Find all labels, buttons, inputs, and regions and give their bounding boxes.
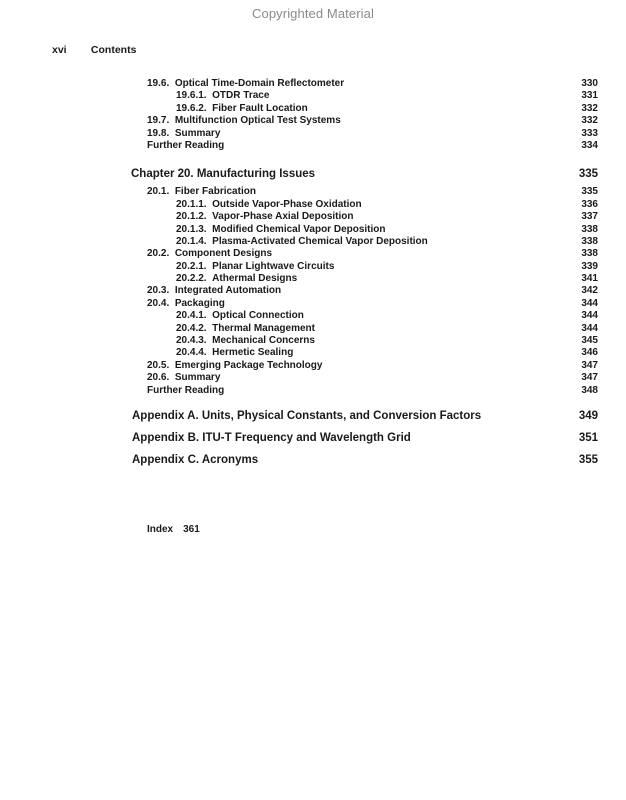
page-folio: xvi bbox=[52, 44, 67, 56]
toc-entry[interactable] bbox=[0, 323, 626, 335]
toc-entry-number: 20.6. bbox=[147, 372, 170, 384]
appendix-list bbox=[0, 407, 626, 469]
toc-entry[interactable] bbox=[0, 285, 626, 297]
toc-entry[interactable] bbox=[0, 385, 626, 397]
toc-entry[interactable] bbox=[0, 140, 626, 152]
toc-entry-number: 20.5. bbox=[147, 359, 170, 371]
toc-entry-page: 330 bbox=[581, 78, 598, 89]
toc-entry-page: 347 bbox=[581, 372, 598, 384]
toc-entry[interactable] bbox=[0, 360, 626, 372]
toc-entry-text: Multifunction Optical Test Systems bbox=[174, 115, 341, 127]
toc-entry-number: 20.3. bbox=[147, 285, 170, 297]
toc-entry-page: 347 bbox=[581, 359, 598, 371]
toc-entry-title bbox=[147, 140, 224, 152]
toc-entry-number: 20.2.1. bbox=[176, 260, 207, 272]
toc-entry-number: 20.1.3. bbox=[176, 223, 207, 235]
toc-entry-page: 337 bbox=[581, 211, 598, 223]
toc-entry-page: 332 bbox=[581, 102, 598, 114]
toc-entry[interactable] bbox=[0, 115, 626, 127]
toc-entry[interactable] bbox=[0, 90, 626, 102]
appendix-page: 349 bbox=[578, 409, 598, 422]
toc-entry-page: 345 bbox=[581, 335, 598, 347]
toc-entry-text: Modified Chemical Vapor Deposition bbox=[212, 223, 386, 235]
toc-entry-page: 338 bbox=[581, 235, 598, 247]
toc-entry-page: 331 bbox=[581, 90, 598, 102]
toc-entry-page: 335 bbox=[581, 186, 598, 198]
toc-entry-number: 20.1.1. bbox=[176, 198, 207, 210]
toc-entry-title bbox=[147, 128, 220, 140]
toc-entry-title bbox=[176, 323, 315, 335]
toc-entry-number: 20.1. bbox=[147, 186, 170, 198]
toc-entry-page: 341 bbox=[581, 273, 598, 285]
toc-entry-text: Plasma-Activated Chemical Vapor Deposition bbox=[212, 235, 428, 247]
appendix-title: Appendix C. Acronyms bbox=[132, 453, 259, 466]
toc-entry[interactable] bbox=[0, 186, 626, 198]
appendix-title: Appendix A. Units, Physical Constants, and Conversion Factors bbox=[132, 409, 482, 422]
toc-entry[interactable] bbox=[0, 273, 626, 285]
toc-entry[interactable] bbox=[0, 236, 626, 248]
toc-entry-title bbox=[147, 360, 322, 372]
toc-entry-text: Outside Vapor-Phase Oxidation bbox=[212, 198, 362, 210]
toc-entry-page: 334 bbox=[581, 139, 598, 151]
toc-entry-text: Optical Time-Domain Reflectometer bbox=[174, 78, 345, 89]
toc-entry-title bbox=[147, 115, 341, 127]
toc-entry-page: 344 bbox=[581, 310, 598, 322]
toc-entry-number: 20.1.4. bbox=[176, 235, 207, 247]
appendix-title: Appendix B. ITU-T Frequency and Wavelength Grid bbox=[132, 431, 411, 444]
toc-entry-title bbox=[147, 298, 225, 310]
toc-entry[interactable] bbox=[0, 347, 626, 359]
toc-entry[interactable] bbox=[0, 248, 626, 260]
toc-entry[interactable] bbox=[0, 335, 626, 347]
toc-entry-title bbox=[147, 78, 344, 90]
toc-entry[interactable] bbox=[0, 261, 626, 273]
toc-entry-number: 19.7. bbox=[147, 115, 170, 127]
toc-entry-number: 20.4.3. bbox=[176, 335, 207, 347]
toc-entry-title bbox=[147, 186, 256, 198]
toc-entry-text: OTDR Trace bbox=[212, 90, 270, 102]
toc-entry-text: Mechanical Concerns bbox=[212, 335, 315, 347]
toc-entry-text: Summary bbox=[174, 372, 221, 384]
toc-entry-title bbox=[176, 103, 308, 115]
toc-entry-text: Optical Connection bbox=[212, 310, 304, 322]
toc-entry-page: 344 bbox=[581, 322, 598, 334]
table-of-contents bbox=[0, 78, 626, 469]
toc-entry[interactable] bbox=[0, 298, 626, 310]
toc-entry-page: 338 bbox=[581, 248, 598, 260]
toc-entry-text: Packaging bbox=[174, 297, 225, 309]
index-label: Index bbox=[147, 524, 174, 535]
toc-entry-number: 20.4.1. bbox=[176, 310, 207, 322]
toc-entry-title bbox=[176, 224, 386, 236]
toc-entry-page: 332 bbox=[581, 115, 598, 127]
toc-entry-number: 19.6.1. bbox=[176, 90, 207, 102]
toc-entry-title bbox=[176, 310, 304, 322]
toc-entry-text: Planar Lightwave Circuits bbox=[212, 260, 335, 272]
toc-entry[interactable] bbox=[0, 199, 626, 211]
toc-entry-title bbox=[176, 199, 362, 211]
toc-entry-text: Emerging Package Technology bbox=[174, 359, 323, 371]
toc-entry-page: 344 bbox=[581, 297, 598, 309]
page-header bbox=[52, 44, 136, 56]
chapter-title: Chapter 20. Manufacturing Issues bbox=[131, 168, 316, 181]
toc-entry-text: Fiber Fault Location bbox=[212, 102, 308, 114]
toc-entry-title bbox=[176, 273, 297, 285]
toc-entry-title bbox=[147, 285, 281, 297]
toc-entry-text: Vapor-Phase Axial Deposition bbox=[212, 211, 354, 223]
toc-entry[interactable] bbox=[0, 224, 626, 236]
toc-entry-text: Athermal Designs bbox=[212, 273, 298, 285]
toc-entry-title bbox=[147, 248, 272, 260]
toc-entry[interactable] bbox=[0, 78, 626, 90]
toc-entry-page: 339 bbox=[581, 260, 598, 272]
appendix-page: 351 bbox=[578, 431, 598, 444]
toc-entry-page: 346 bbox=[581, 347, 598, 359]
toc-entry-text: Integrated Automation bbox=[174, 285, 282, 297]
toc-entry-page: 336 bbox=[581, 198, 598, 210]
toc-entry-title bbox=[176, 335, 315, 347]
toc-entry[interactable] bbox=[0, 128, 626, 140]
appendix-entry[interactable] bbox=[0, 429, 626, 447]
chapter-20-heading[interactable] bbox=[0, 166, 626, 182]
toc-entry-page: 342 bbox=[581, 285, 598, 297]
copyright-watermark: Copyrighted Material bbox=[252, 6, 374, 21]
toc-entry-number: 20.4.4. bbox=[176, 347, 207, 359]
toc-entry-number: 20.4. bbox=[147, 297, 170, 309]
toc-entry-text: Further Reading bbox=[147, 139, 225, 151]
toc-entry-page: 333 bbox=[581, 127, 598, 139]
toc-entry[interactable] bbox=[0, 211, 626, 223]
toc-entry-page: 348 bbox=[581, 384, 598, 396]
toc-entry[interactable] bbox=[0, 372, 626, 384]
section-19-entries bbox=[0, 78, 626, 152]
toc-entry-title bbox=[176, 90, 269, 102]
toc-entry-text: Hermetic Sealing bbox=[212, 347, 294, 359]
toc-entry-title bbox=[176, 261, 334, 273]
toc-entry[interactable] bbox=[0, 103, 626, 115]
appendix-entry[interactable] bbox=[0, 407, 626, 425]
toc-entry-title bbox=[176, 236, 428, 248]
toc-entry-text: Summary bbox=[174, 127, 221, 139]
toc-entry-page: 338 bbox=[581, 223, 598, 235]
appendix-entry[interactable] bbox=[0, 451, 626, 469]
toc-entry-text: Component Designs bbox=[174, 248, 273, 260]
toc-entry-number: 20.1.2. bbox=[176, 211, 207, 223]
running-title: Contents bbox=[90, 44, 137, 56]
toc-entry-title bbox=[147, 385, 224, 397]
index-page: 361 bbox=[183, 524, 200, 535]
toc-entry-number: 20.2.2. bbox=[176, 273, 207, 285]
toc-entry-number: 20.4.2. bbox=[176, 322, 207, 334]
index-entry[interactable] bbox=[147, 524, 200, 535]
toc-entry-number: 19.6.2. bbox=[176, 102, 207, 114]
toc-entry-text: Further Reading bbox=[147, 384, 225, 396]
toc-entry-title bbox=[176, 347, 293, 359]
toc-entry-number: 20.2. bbox=[147, 248, 170, 260]
chapter-page: 335 bbox=[578, 168, 598, 181]
toc-entry-text: Thermal Management bbox=[212, 322, 315, 334]
appendix-page: 355 bbox=[578, 453, 598, 466]
toc-entry-title bbox=[176, 211, 354, 223]
toc-entry-number: 19.8. bbox=[147, 127, 170, 139]
toc-entry[interactable] bbox=[0, 310, 626, 322]
toc-entry-title bbox=[147, 372, 220, 384]
toc-entry-number: 19.6. bbox=[147, 78, 170, 89]
chapter-20-entries bbox=[0, 186, 626, 397]
toc-entry-text: Fiber Fabrication bbox=[174, 186, 256, 198]
